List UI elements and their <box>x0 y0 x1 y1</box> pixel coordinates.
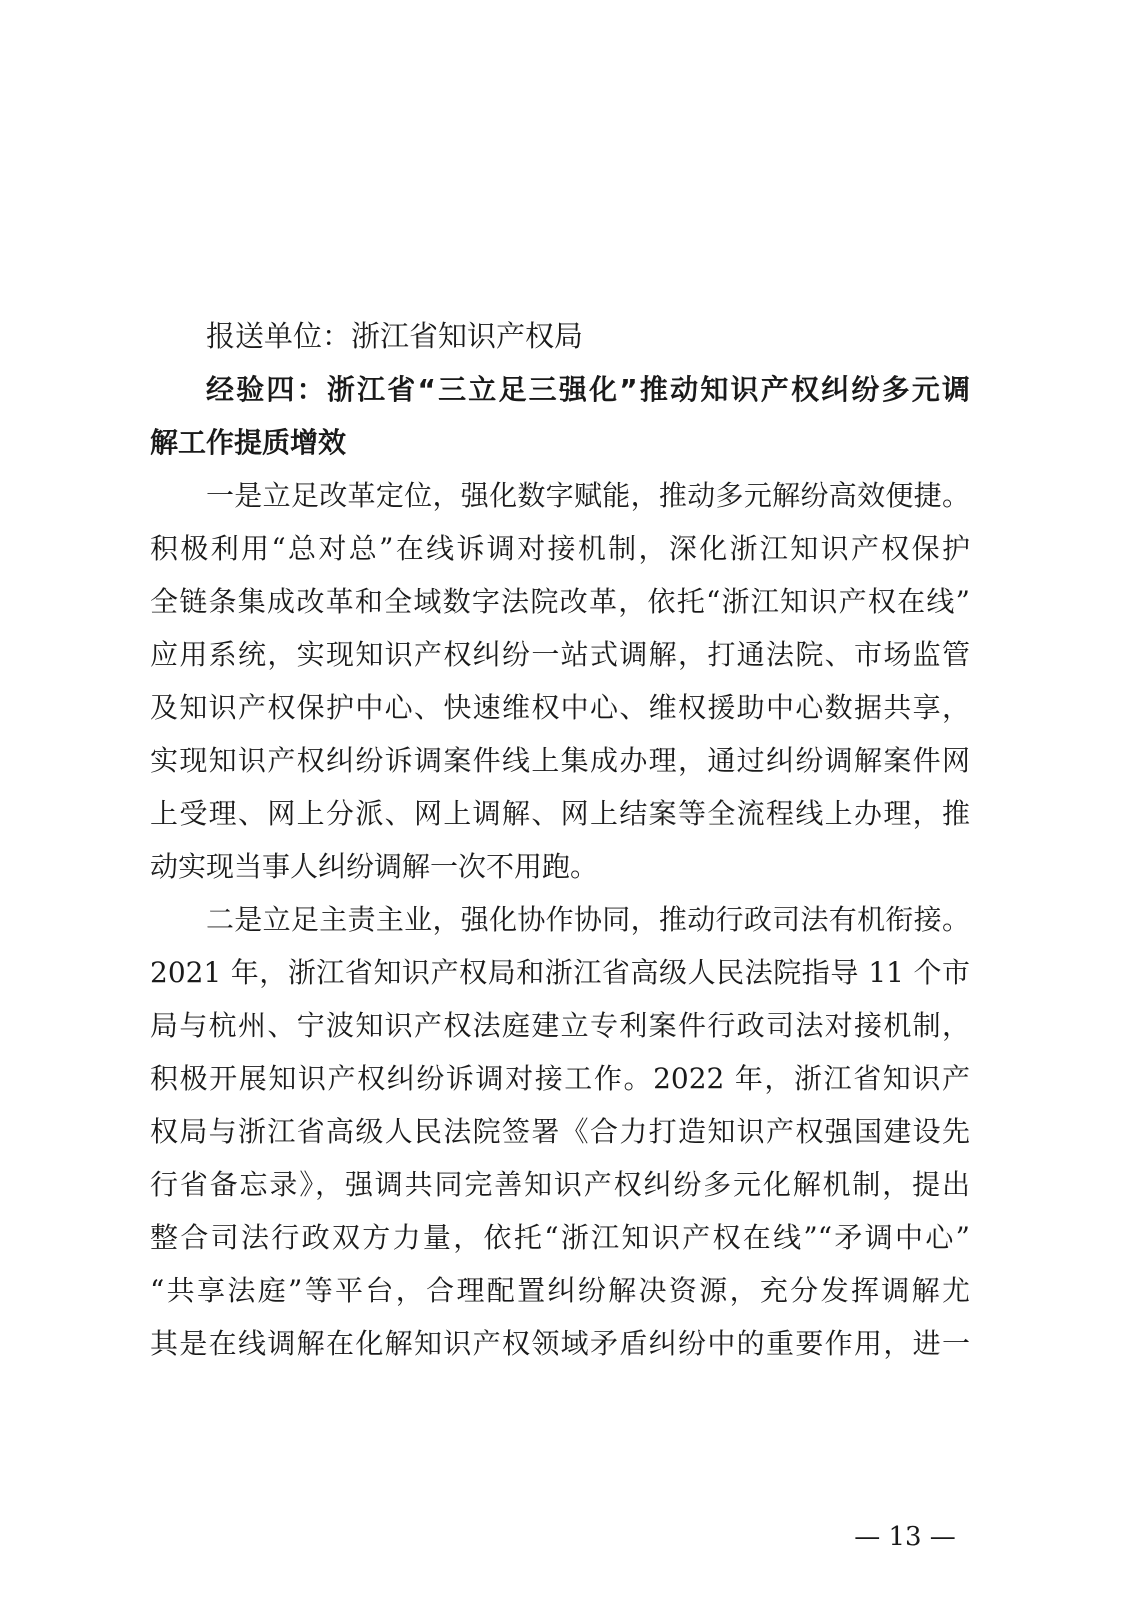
paragraph-1 <box>150 469 970 893</box>
paragraph-2-line: 权局与浙江省高级人民法院签署《合力打造知识产权强国建设先 <box>150 1115 970 1148</box>
paragraph-1-line: 及知识产权保护中心、快速维权中心、维权援助中心数据共享， <box>150 691 970 724</box>
section-heading <box>150 363 970 469</box>
paragraph-2-line: 积极开展知识产权纠纷诉调对接工作。2022 年，浙江省知识产 <box>150 1062 970 1095</box>
paragraph-2-line: 局与杭州、宁波知识产权法庭建立专利案件行政司法对接机制， <box>150 1009 970 1042</box>
heading-line-1: 经验四：浙江省“三立足三强化”推动知识产权纠纷多元调 <box>206 373 970 406</box>
paragraph-1-line: 实现知识产权纠纷诉调案件线上集成办理，通过纠纷调解案件网 <box>150 744 970 777</box>
sender-line: 报送单位：浙江省知识产权局 <box>206 319 584 353</box>
page-number: — 13 — <box>854 1522 956 1552</box>
paragraph-2-line: “共享法庭”等平台，合理配置纠纷解决资源，充分发挥调解尤 <box>150 1274 970 1307</box>
paragraph-1-line: 上受理、网上分派、网上调解、网上结案等全流程线上办理，推 <box>150 797 970 830</box>
paragraph-1-line: 全链条集成改革和全域数字法院改革，依托“浙江知识产权在线” <box>150 585 970 618</box>
paragraph-2-line: 其是在线调解在化解知识产权领域矛盾纠纷中的重要作用，进一 <box>150 1327 970 1360</box>
paragraph-2-line: 整合司法行政双方力量，依托“浙江知识产权在线”“矛调中心” <box>150 1221 970 1254</box>
heading-line-2: 解工作提质增效 <box>150 426 347 459</box>
paragraph-2 <box>150 893 970 1370</box>
paragraph-2-line: 2021 年，浙江省知识产权局和浙江省高级人民法院指导 11 个市 <box>150 956 970 989</box>
paragraph-2-line: 行省备忘录》，强调共同完善知识产权纠纷多元化解机制，提出 <box>150 1168 970 1201</box>
paragraph-1-line: 一是立足改革定位，强化数字赋能，推动多元解纷高效便捷。 <box>206 479 970 512</box>
paragraph-2-line: 二是立足主责主业，强化协作协同，推动行政司法有机衔接。 <box>206 903 970 936</box>
paragraph-1-line: 应用系统，实现知识产权纠纷一站式调解，打通法院、市场监管 <box>150 638 970 671</box>
paragraph-1-line: 积极利用“总对总”在线诉调对接机制，深化浙江知识产权保护 <box>150 532 970 565</box>
sender-block <box>150 310 970 363</box>
paragraph-1-line: 动实现当事人纠纷调解一次不用跑。 <box>150 850 599 883</box>
